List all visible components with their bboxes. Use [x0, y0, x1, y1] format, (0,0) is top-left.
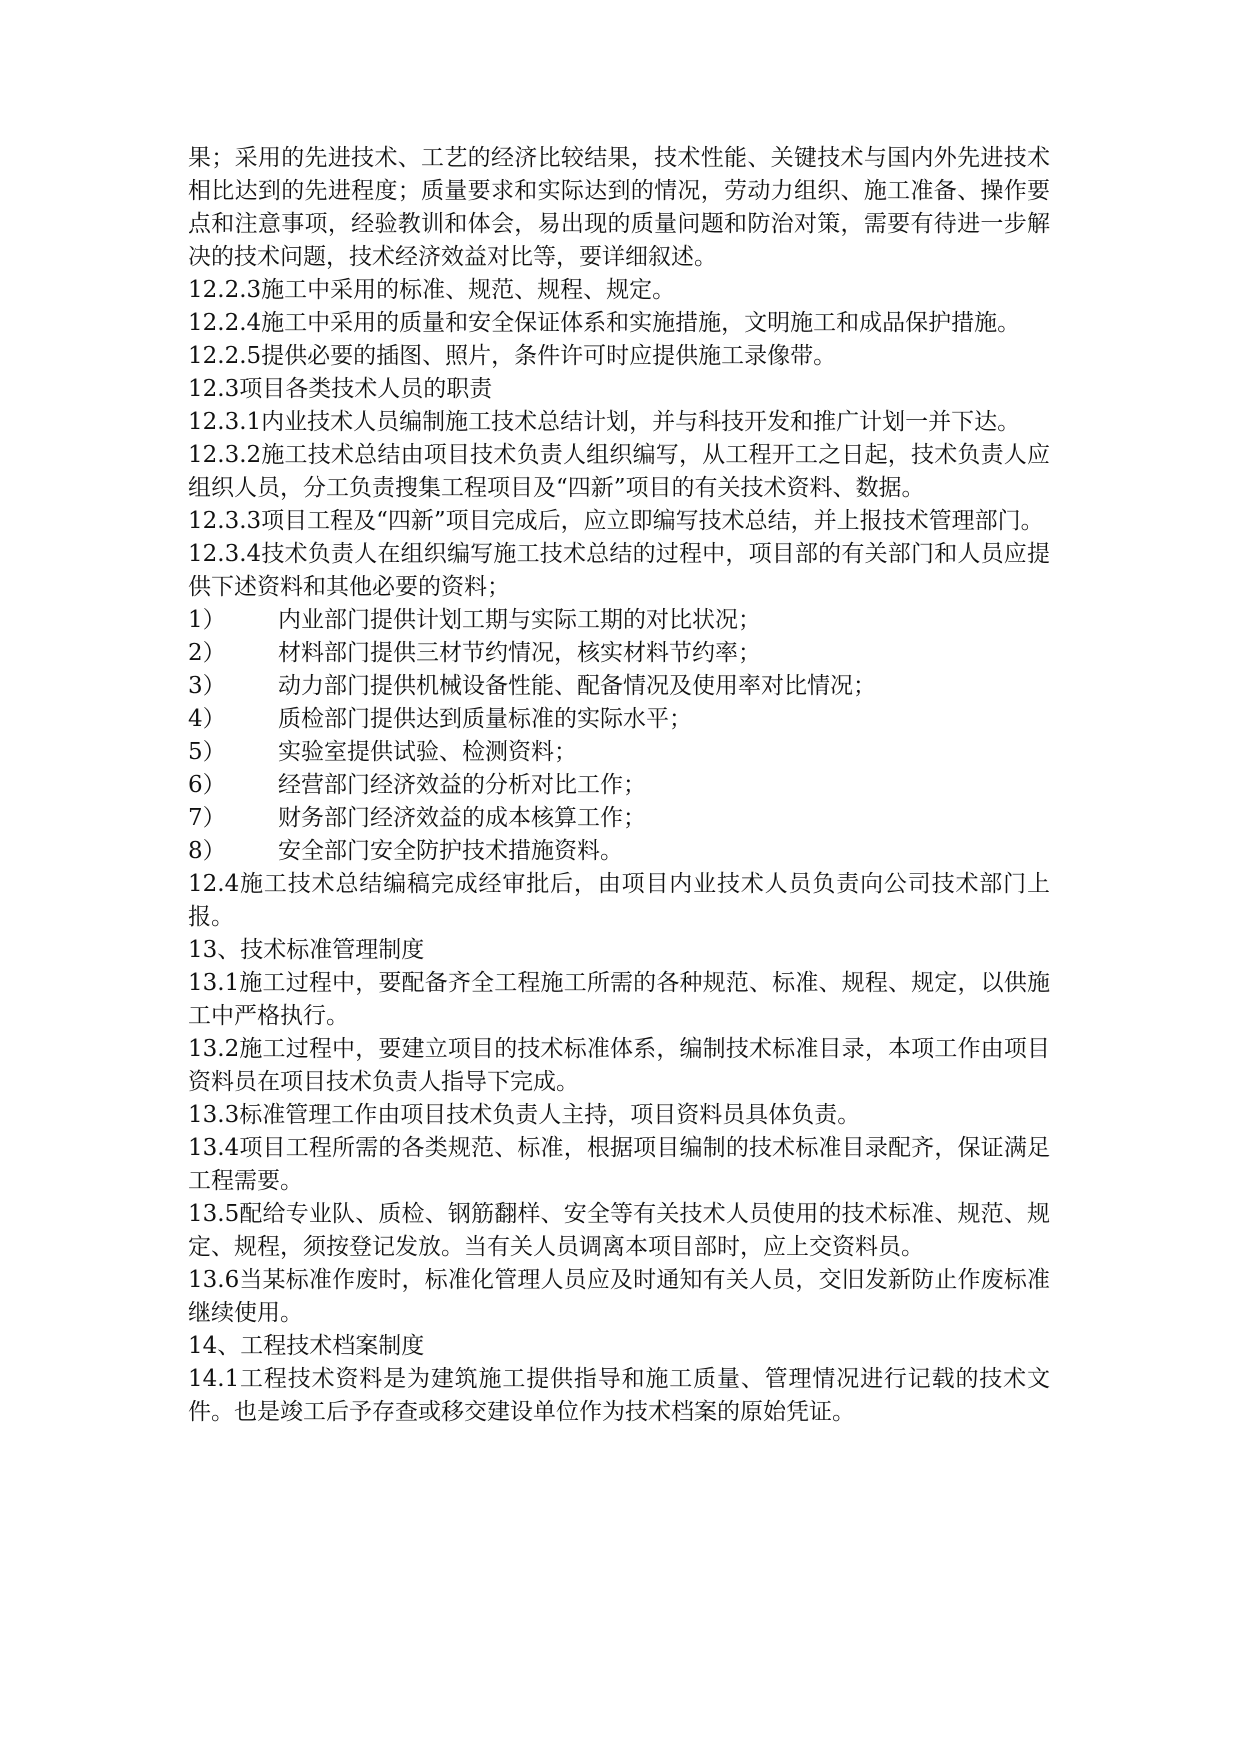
list-text: 动力部门提供机械设备性能、配备情况及使用率对比情况； — [278, 673, 876, 699]
list-number: 6） — [188, 772, 226, 798]
paragraph: 13.2施工过程中，要建立项目的技术标准体系，编制技术标准目录，本项工作由项目资料员在项目技术负责人指导下完成。 — [188, 1036, 1050, 1095]
list-number: 4） — [188, 706, 226, 732]
list-text: 质检部门提供达到质量标准的实际水平； — [278, 706, 692, 732]
list-text: 经营部门经济效益的分析对比工作； — [278, 772, 646, 798]
list-number: 8） — [188, 838, 226, 864]
paragraph: 12.2.4施工中采用的质量和安全保证体系和实施措施，文明施工和成品保护措施。 — [188, 310, 1021, 336]
list-number: 2） — [188, 640, 226, 666]
list-item — [188, 637, 1050, 670]
list-item — [188, 703, 1050, 736]
section-heading: 14、工程技术档案制度 — [188, 1333, 425, 1359]
paragraph: 果；采用的先进技术、工艺的经济比较结果，技术性能、关键技术与国内外先进技术相比达到的先进程度；质量要求和实际达到的情况，劳动力组织、施工准备、操作要点和注意事项，经验教训和体会，易出现的质量问题和防治对策，需要有待进一步解决的技术问题，技术经济效益对比等，要详细叙述。 — [188, 145, 1050, 270]
list-item — [188, 802, 1050, 835]
list-text: 财务部门经济效益的成本核算工作； — [278, 805, 646, 831]
paragraph: 12.3.1内业技术人员编制施工技术总结计划，并与科技开发和推广计划一并下达。 — [188, 409, 1021, 435]
list-text: 内业部门提供计划工期与实际工期的对比状况； — [278, 607, 761, 633]
paragraph: 13.3标准管理工作由项目技术负责人主持，项目资料员具体负责。 — [188, 1102, 861, 1128]
paragraph: 13.5配给专业队、质检、钢筋翻样、安全等有关技术人员使用的技术标准、规范、规定、规程，须按登记发放。当有关人员调离本项目部时，应上交资料员。 — [188, 1201, 1050, 1260]
list-item — [188, 769, 1050, 802]
paragraph: 12.3.4技术负责人在组织编写施工技术总结的过程中，项目部的有关部门和人员应提供下述资料和其他必要的资料； — [188, 541, 1050, 600]
paragraph: 12.2.5提供必要的插图、照片，条件许可时应提供施工录像带。 — [188, 343, 837, 369]
document-page — [188, 142, 1050, 1429]
list-text: 材料部门提供三材节约情况，核实材料节约率； — [278, 640, 761, 666]
paragraph: 12.4施工技术总结编稿完成经审批后，由项目内业技术人员负责向公司技术部门上报。 — [188, 871, 1050, 930]
section-heading: 12.3项目各类技术人员的职责 — [188, 376, 493, 402]
list-item — [188, 835, 1050, 868]
numbered-list — [188, 604, 1050, 868]
list-text: 实验室提供试验、检测资料； — [278, 739, 577, 765]
paragraph: 13.4项目工程所需的各类规范、标准，根据项目编制的技术标准目录配齐，保证满足工程需要。 — [188, 1135, 1050, 1194]
list-item — [188, 736, 1050, 769]
section-heading: 13、技术标准管理制度 — [188, 937, 425, 963]
paragraph: 13.1施工过程中，要配备齐全工程施工所需的各种规范、标准、规程、规定，以供施工中严格执行。 — [188, 970, 1050, 1029]
list-number: 7） — [188, 805, 226, 831]
paragraph: 13.6当某标准作废时，标准化管理人员应及时通知有关人员，交旧发新防止作废标准继续使用。 — [188, 1267, 1050, 1326]
paragraph: 12.3.2施工技术总结由项目技术负责人组织编写，从工程开工之日起，技术负责人应组织人员，分工负责搜集工程项目及“四新”项目的有关技术资料、数据。 — [188, 442, 1050, 501]
list-number: 3） — [188, 673, 226, 699]
list-text: 安全部门安全防护技术措施资料。 — [278, 838, 623, 864]
paragraph: 12.3.3项目工程及“四新”项目完成后，应立即编写技术总结，并上报技术管理部门。 — [188, 508, 1044, 534]
list-number: 1） — [188, 607, 226, 633]
paragraph: 12.2.3施工中采用的标准、规范、规程、规定。 — [188, 277, 676, 303]
list-item — [188, 670, 1050, 703]
list-number: 5） — [188, 739, 226, 765]
list-item — [188, 604, 1050, 637]
paragraph: 14.1工程技术资料是为建筑施工提供指导和施工质量、管理情况进行记载的技术文件。也是竣工后予存查或移交建设单位作为技术档案的原始凭证。 — [188, 1366, 1050, 1425]
